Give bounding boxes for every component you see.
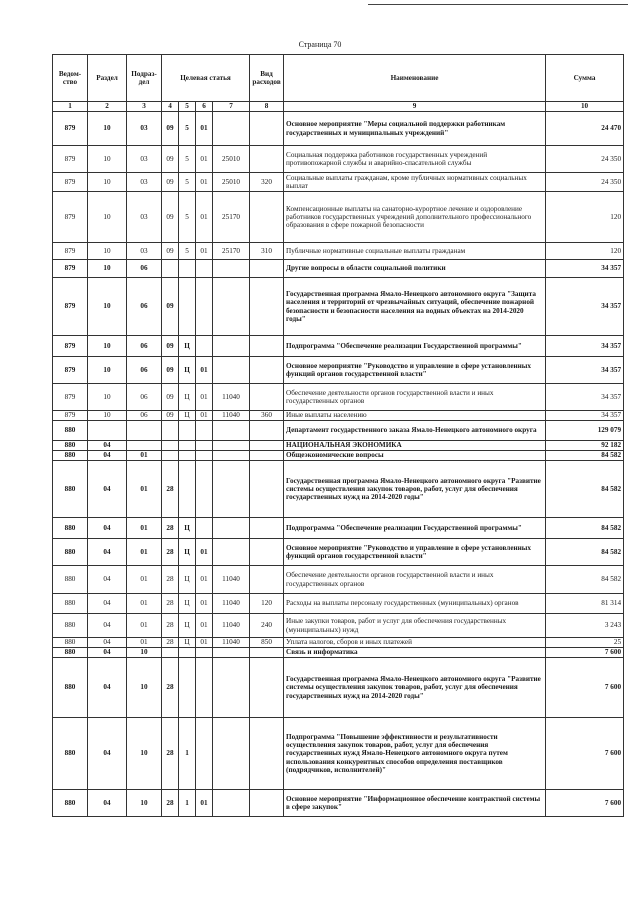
table-row <box>53 243 624 260</box>
cell-target-4: 11040 <box>213 594 250 614</box>
cell-podrazdel: 03 <box>127 146 162 173</box>
budget-table <box>52 54 624 817</box>
cell-name: Государственная программа Ямало-Ненецкого автономного округа "Развитие системы осуществления закупок товаров, работ, услуг для обеспечения государственных нужд на 2014-2020 годы" <box>284 461 546 518</box>
cell-vid: 120 <box>250 594 284 614</box>
cell-sum: 34 357 <box>546 411 624 421</box>
cell-sum: 7 600 <box>546 648 624 658</box>
cell-ved: 879 <box>53 192 88 243</box>
cell-target-3: 01 <box>196 790 213 817</box>
cell-target-2: Ц <box>179 336 196 357</box>
cell-vid: 310 <box>250 243 284 260</box>
cell-target-2: Ц <box>179 594 196 614</box>
cell-name: Подпрограмма "Повышение эффективности и результативности осуществления закупок товаров, работ, услуг для обеспечения государственных нужд Ямало-Ненецкого автономного округа путем использования конкурентных способов определения поставщиков (подрядчиков, исполнителей)" <box>284 718 546 790</box>
cell-name: Основное мероприятие "Руководство и управление в сфере установленных функций органов государственной власти" <box>284 357 546 384</box>
cell-razdel: 10 <box>88 336 127 357</box>
cell-target-4: 25170 <box>213 192 250 243</box>
cell-target-3: 01 <box>196 357 213 384</box>
cell-sum: 24 350 <box>546 173 624 192</box>
cell-target-4 <box>213 518 250 539</box>
cell-target-4 <box>213 278 250 336</box>
cell-ved: 880 <box>53 648 88 658</box>
cell-razdel: 10 <box>88 260 127 278</box>
cell-name: Иные закупки товаров, работ и услуг для обеспечения государственных (муниципальных) нужд <box>284 614 546 638</box>
cell-target-2: Ц <box>179 411 196 421</box>
cell-name: Общеэкономические вопросы <box>284 451 546 461</box>
cell-sum: 84 582 <box>546 566 624 594</box>
cell-target-3: 01 <box>196 594 213 614</box>
cell-razdel: 04 <box>88 594 127 614</box>
cell-target-2: Ц <box>179 518 196 539</box>
colnum: 8 <box>250 102 284 112</box>
cell-vid <box>250 648 284 658</box>
table-row <box>53 518 624 539</box>
cell-razdel: 04 <box>88 566 127 594</box>
cell-ved: 879 <box>53 278 88 336</box>
table-row <box>53 336 624 357</box>
cell-name: Расходы на выплаты персоналу государственных (муниципальных) органов <box>284 594 546 614</box>
cell-name: НАЦИОНАЛЬНАЯ ЭКОНОМИКА <box>284 441 546 451</box>
cell-target-3: 01 <box>196 614 213 638</box>
cell-target-3: 01 <box>196 566 213 594</box>
cell-target-2: 1 <box>179 790 196 817</box>
cell-sum: 34 357 <box>546 357 624 384</box>
cell-razdel: 04 <box>88 648 127 658</box>
cell-ved: 879 <box>53 411 88 421</box>
cell-ved: 880 <box>53 451 88 461</box>
cell-podrazdel: 06 <box>127 278 162 336</box>
table-row <box>53 638 624 648</box>
cell-target-1: 28 <box>162 614 179 638</box>
cell-vid <box>250 336 284 357</box>
table-row <box>53 192 624 243</box>
cell-podrazdel: 06 <box>127 411 162 421</box>
cell-target-4: 11040 <box>213 614 250 638</box>
cell-target-4 <box>213 357 250 384</box>
table-row <box>53 357 624 384</box>
cell-target-3: 01 <box>196 638 213 648</box>
table-row <box>53 260 624 278</box>
cell-ved: 879 <box>53 336 88 357</box>
cell-target-1 <box>162 421 179 441</box>
cell-vid <box>250 451 284 461</box>
cell-podrazdel: 03 <box>127 243 162 260</box>
cell-ved: 880 <box>53 539 88 566</box>
cell-target-1: 09 <box>162 112 179 146</box>
cell-target-2: Ц <box>179 539 196 566</box>
cell-target-4 <box>213 539 250 566</box>
cell-podrazdel <box>127 421 162 441</box>
cell-target-2: Ц <box>179 566 196 594</box>
cell-podrazdel: 06 <box>127 357 162 384</box>
cell-target-3 <box>196 260 213 278</box>
cell-vid <box>250 112 284 146</box>
cell-target-2 <box>179 260 196 278</box>
table-row <box>53 278 624 336</box>
cell-razdel: 10 <box>88 278 127 336</box>
cell-ved: 879 <box>53 146 88 173</box>
cell-podrazdel: 03 <box>127 112 162 146</box>
cell-target-4 <box>213 336 250 357</box>
cell-name: Уплата налогов, сборов и иных платежей <box>284 638 546 648</box>
cell-target-3: 01 <box>196 112 213 146</box>
cell-razdel: 10 <box>88 411 127 421</box>
cell-target-4 <box>213 112 250 146</box>
cell-vid <box>250 441 284 451</box>
cell-name: Департамент государственного заказа Ямало-Ненецкого автономного округа <box>284 421 546 441</box>
cell-target-4: 11040 <box>213 638 250 648</box>
cell-razdel: 04 <box>88 718 127 790</box>
cell-target-3 <box>196 648 213 658</box>
cell-sum: 24 470 <box>546 112 624 146</box>
cell-podrazdel: 03 <box>127 192 162 243</box>
cell-sum: 3 243 <box>546 614 624 638</box>
cell-sum: 24 350 <box>546 146 624 173</box>
cell-target-2: Ц <box>179 384 196 411</box>
cell-target-1: 28 <box>162 461 179 518</box>
cell-podrazdel: 06 <box>127 336 162 357</box>
cell-target-1: 09 <box>162 336 179 357</box>
table-row <box>53 648 624 658</box>
cell-target-3: 01 <box>196 243 213 260</box>
colnum: 9 <box>284 102 546 112</box>
cell-ved: 879 <box>53 112 88 146</box>
cell-name: Государственная программа Ямало-Ненецкого автономного округа "Защита населения и территорий от чрезвычайных ситуаций, обеспечение пожарной безопасности и безопасности населения на водных объектах на 2014-2020 годы" <box>284 278 546 336</box>
header-name: Наименование <box>284 55 546 102</box>
cell-vid <box>250 384 284 411</box>
cell-name: Основное мероприятие "Информационное обеспечение контрактной системы в сфере закупок" <box>284 790 546 817</box>
cell-podrazdel: 03 <box>127 173 162 192</box>
cell-razdel: 04 <box>88 461 127 518</box>
cell-razdel: 10 <box>88 146 127 173</box>
cell-ved: 880 <box>53 461 88 518</box>
cell-target-4: 25010 <box>213 146 250 173</box>
cell-vid: 360 <box>250 411 284 421</box>
cell-podrazdel: 10 <box>127 648 162 658</box>
colnum: 1 <box>53 102 88 112</box>
cell-sum: 129 079 <box>546 421 624 441</box>
cell-vid: 850 <box>250 638 284 648</box>
cell-sum: 120 <box>546 192 624 243</box>
cell-target-1: 09 <box>162 173 179 192</box>
cell-target-2: Ц <box>179 357 196 384</box>
cell-target-1: 28 <box>162 539 179 566</box>
cell-podrazdel: 10 <box>127 790 162 817</box>
cell-name: Обеспечение деятельности органов государственной власти и иных государственных органов <box>284 384 546 411</box>
cell-ved: 880 <box>53 790 88 817</box>
cell-name: Основное мероприятие "Руководство и управление в сфере установленных функций органов государственной власти" <box>284 539 546 566</box>
colnum: 2 <box>88 102 127 112</box>
cell-name: Публичные нормативные социальные выплаты гражданам <box>284 243 546 260</box>
cell-target-4: 11040 <box>213 411 250 421</box>
cell-target-3 <box>196 278 213 336</box>
cell-target-3: 01 <box>196 146 213 173</box>
cell-razdel: 10 <box>88 357 127 384</box>
table-row <box>53 112 624 146</box>
header-tselevaya: Целевая статья <box>162 55 250 102</box>
cell-target-1: 28 <box>162 566 179 594</box>
cell-ved: 879 <box>53 384 88 411</box>
cell-target-3 <box>196 336 213 357</box>
cell-podrazdel: 06 <box>127 260 162 278</box>
cell-razdel: 10 <box>88 112 127 146</box>
cell-target-1: 09 <box>162 384 179 411</box>
cell-ved: 880 <box>53 518 88 539</box>
cell-target-2 <box>179 441 196 451</box>
cell-sum: 84 582 <box>546 461 624 518</box>
cell-razdel: 10 <box>88 384 127 411</box>
cell-target-2: 5 <box>179 146 196 173</box>
cell-vid <box>250 790 284 817</box>
cell-name: Обеспечение деятельности органов государственной власти и иных государственных органов <box>284 566 546 594</box>
header-ved: Ведом-ство <box>53 55 88 102</box>
cell-target-4 <box>213 421 250 441</box>
cell-ved: 880 <box>53 658 88 718</box>
page-number: Страница 70 <box>298 40 342 49</box>
cell-target-1: 28 <box>162 518 179 539</box>
cell-target-1 <box>162 451 179 461</box>
cell-target-2 <box>179 421 196 441</box>
cell-ved: 879 <box>53 260 88 278</box>
cell-target-1 <box>162 648 179 658</box>
cell-target-3: 01 <box>196 192 213 243</box>
cell-target-4 <box>213 461 250 518</box>
cell-target-1: 09 <box>162 146 179 173</box>
colnum: 10 <box>546 102 624 112</box>
cell-target-1: 28 <box>162 658 179 718</box>
cell-name: Социальные выплаты гражданам, кроме публичных нормативных социальных выплат <box>284 173 546 192</box>
cell-target-1: 28 <box>162 638 179 648</box>
cell-target-1: 28 <box>162 594 179 614</box>
cell-sum: 7 600 <box>546 790 624 817</box>
cell-vid <box>250 260 284 278</box>
cell-vid: 320 <box>250 173 284 192</box>
cell-podrazdel: 10 <box>127 718 162 790</box>
cell-name: Иные выплаты населению <box>284 411 546 421</box>
cell-razdel: 04 <box>88 790 127 817</box>
cell-target-3: 01 <box>196 173 213 192</box>
cell-target-3: 01 <box>196 384 213 411</box>
cell-target-2 <box>179 648 196 658</box>
cell-target-1 <box>162 441 179 451</box>
cell-ved: 880 <box>53 638 88 648</box>
table-row <box>53 790 624 817</box>
cell-target-4 <box>213 260 250 278</box>
cell-target-4 <box>213 441 250 451</box>
table-row <box>53 461 624 518</box>
cell-sum: 81 314 <box>546 594 624 614</box>
cell-podrazdel: 01 <box>127 451 162 461</box>
cell-target-2 <box>179 451 196 461</box>
cell-ved: 880 <box>53 718 88 790</box>
cell-podrazdel: 10 <box>127 658 162 718</box>
header-podrazdel: Подраз-дел <box>127 55 162 102</box>
cell-target-3: 01 <box>196 539 213 566</box>
cell-podrazdel: 01 <box>127 518 162 539</box>
cell-vid <box>250 718 284 790</box>
cell-target-4 <box>213 451 250 461</box>
cell-razdel: 04 <box>88 658 127 718</box>
cell-sum: 120 <box>546 243 624 260</box>
cell-target-4: 11040 <box>213 384 250 411</box>
cell-target-1: 09 <box>162 278 179 336</box>
cell-target-4: 11040 <box>213 566 250 594</box>
cell-target-4 <box>213 658 250 718</box>
cell-target-3 <box>196 421 213 441</box>
cell-podrazdel: 01 <box>127 566 162 594</box>
cell-razdel: 04 <box>88 451 127 461</box>
cell-target-1: 28 <box>162 790 179 817</box>
colnum: 7 <box>213 102 250 112</box>
cell-target-2: 1 <box>179 718 196 790</box>
cell-target-3 <box>196 718 213 790</box>
cell-target-4 <box>213 648 250 658</box>
cell-ved: 880 <box>53 614 88 638</box>
cell-target-3 <box>196 441 213 451</box>
cell-vid <box>250 357 284 384</box>
cell-razdel: 10 <box>88 243 127 260</box>
table-row <box>53 614 624 638</box>
cell-target-1: 09 <box>162 357 179 384</box>
cell-name: Социальная поддержка работников государственных учреждений противопожарной службы и аварийно-спасательной службы <box>284 146 546 173</box>
cell-razdel: 04 <box>88 638 127 648</box>
table-row <box>53 384 624 411</box>
cell-podrazdel: 06 <box>127 384 162 411</box>
cell-target-1: 09 <box>162 192 179 243</box>
cell-target-3 <box>196 451 213 461</box>
cell-target-1: 09 <box>162 411 179 421</box>
cell-vid <box>250 278 284 336</box>
cell-name: Другие вопросы в области социальной политики <box>284 260 546 278</box>
header-sum: Сумма <box>546 55 624 102</box>
cell-vid <box>250 539 284 566</box>
cell-vid <box>250 518 284 539</box>
header-vid: Вид расходов <box>250 55 284 102</box>
cell-target-2 <box>179 278 196 336</box>
cell-target-1 <box>162 260 179 278</box>
cell-name: Подпрограмма "Обеспечение реализации Государственной программы" <box>284 336 546 357</box>
cell-name: Связь и информатика <box>284 648 546 658</box>
colnum: 6 <box>196 102 213 112</box>
cell-sum: 7 600 <box>546 718 624 790</box>
cell-target-3: 01 <box>196 411 213 421</box>
cell-target-4: 25010 <box>213 173 250 192</box>
cell-target-4 <box>213 790 250 817</box>
cell-target-3 <box>196 658 213 718</box>
cell-vid <box>250 566 284 594</box>
cell-podrazdel: 01 <box>127 614 162 638</box>
cell-sum: 84 582 <box>546 539 624 566</box>
table-row <box>53 566 624 594</box>
table-row <box>53 146 624 173</box>
colnum: 5 <box>179 102 196 112</box>
cell-target-2: Ц <box>179 614 196 638</box>
cell-podrazdel: 01 <box>127 594 162 614</box>
table-row <box>53 539 624 566</box>
cell-target-2 <box>179 461 196 518</box>
cell-sum: 34 357 <box>546 336 624 357</box>
cell-target-2: 5 <box>179 112 196 146</box>
cell-ved: 879 <box>53 173 88 192</box>
cell-ved: 880 <box>53 441 88 451</box>
cell-target-2: Ц <box>179 638 196 648</box>
cell-ved: 880 <box>53 421 88 441</box>
table-row <box>53 411 624 421</box>
cell-vid: 240 <box>250 614 284 638</box>
table-row <box>53 173 624 192</box>
cell-vid <box>250 461 284 518</box>
cell-razdel: 04 <box>88 518 127 539</box>
cell-razdel: 04 <box>88 614 127 638</box>
cell-name: Подпрограмма "Обеспечение реализации Государственной программы" <box>284 518 546 539</box>
cell-podrazdel: 01 <box>127 461 162 518</box>
cell-ved: 880 <box>53 594 88 614</box>
cell-target-2: 5 <box>179 192 196 243</box>
colnum: 3 <box>127 102 162 112</box>
cell-vid <box>250 192 284 243</box>
cell-sum: 84 582 <box>546 518 624 539</box>
colnum: 4 <box>162 102 179 112</box>
table-row <box>53 658 624 718</box>
cell-target-3 <box>196 518 213 539</box>
table-row <box>53 718 624 790</box>
cell-target-2 <box>179 658 196 718</box>
cell-sum: 92 182 <box>546 441 624 451</box>
cell-razdel: 04 <box>88 539 127 566</box>
table-row <box>53 451 624 461</box>
cell-name: Основное мероприятие "Меры социальной поддержки работникам государственных и муниципальных учреждений" <box>284 112 546 146</box>
cell-podrazdel: 01 <box>127 638 162 648</box>
cell-sum: 84 582 <box>546 451 624 461</box>
cell-sum: 34 357 <box>546 260 624 278</box>
cell-razdel <box>88 421 127 441</box>
top-rule <box>368 4 628 5</box>
cell-razdel: 10 <box>88 192 127 243</box>
table-row <box>53 421 624 441</box>
cell-vid <box>250 658 284 718</box>
table-body <box>53 112 624 817</box>
cell-target-2: 5 <box>179 173 196 192</box>
cell-target-4 <box>213 718 250 790</box>
cell-name: Компенсационные выплаты на санаторно-курортное лечение и оздоровление работников государственных учреждений дополнительного профессионального образования в сфере пожарной безопасности <box>284 192 546 243</box>
cell-podrazdel: 01 <box>127 539 162 566</box>
cell-ved: 880 <box>53 566 88 594</box>
cell-ved: 879 <box>53 243 88 260</box>
cell-vid <box>250 146 284 173</box>
cell-sum: 34 357 <box>546 278 624 336</box>
cell-target-4: 25170 <box>213 243 250 260</box>
cell-razdel: 04 <box>88 441 127 451</box>
cell-podrazdel <box>127 441 162 451</box>
cell-vid <box>250 421 284 441</box>
cell-razdel: 10 <box>88 173 127 192</box>
cell-target-2: 5 <box>179 243 196 260</box>
cell-ved: 879 <box>53 357 88 384</box>
table-row <box>53 441 624 451</box>
header-razdel: Раздел <box>88 55 127 102</box>
cell-sum: 25 <box>546 638 624 648</box>
cell-name: Государственная программа Ямало-Ненецкого автономного округа "Развитие системы осуществления закупок товаров, работ, услуг для обеспечения государственных нужд на 2014-2020 годы" <box>284 658 546 718</box>
cell-sum: 34 357 <box>546 384 624 411</box>
cell-target-1: 28 <box>162 718 179 790</box>
table-row <box>53 594 624 614</box>
cell-target-1: 09 <box>162 243 179 260</box>
cell-sum: 7 600 <box>546 658 624 718</box>
cell-target-3 <box>196 461 213 518</box>
